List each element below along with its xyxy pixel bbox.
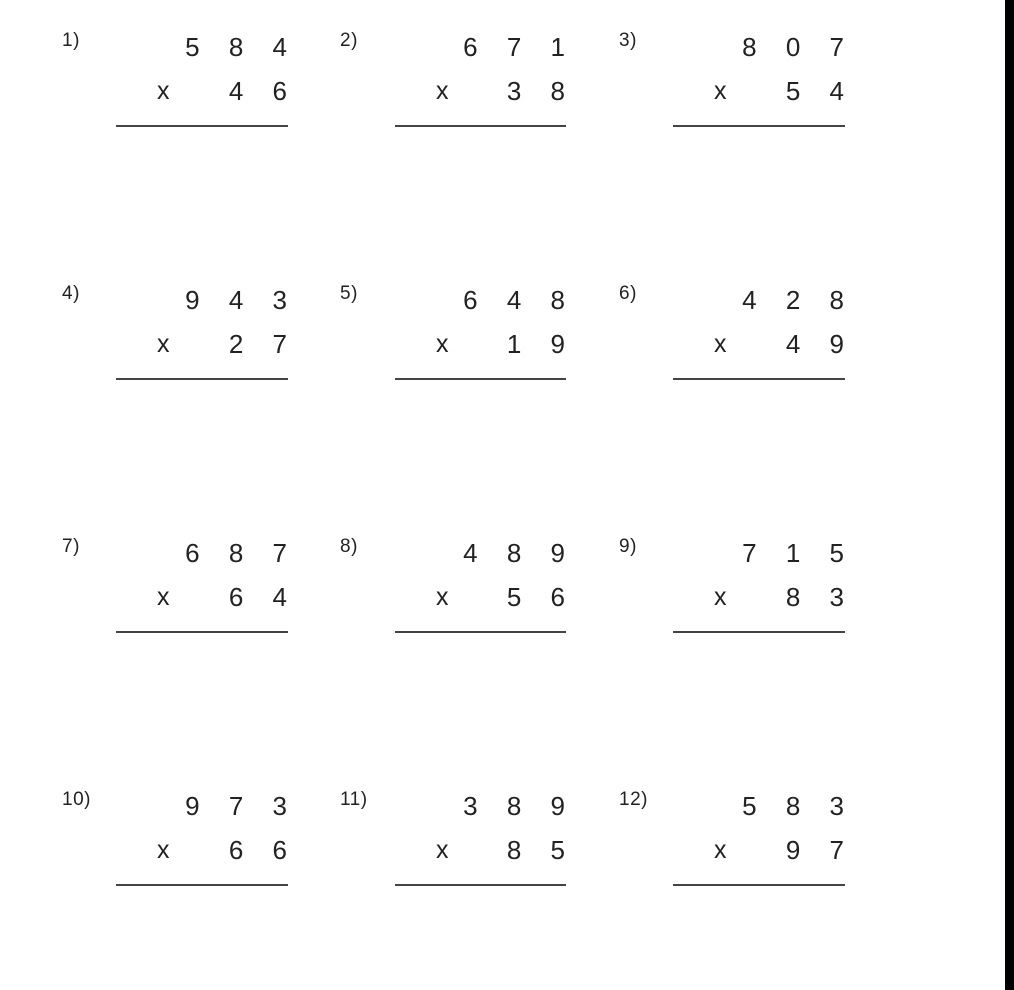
times-sign: x	[714, 77, 727, 105]
answer-line	[116, 631, 288, 633]
multiplicand: 6 4 8	[463, 285, 576, 315]
answer-line	[395, 884, 566, 886]
problem-3	[619, 30, 859, 130]
times-sign: x	[157, 836, 170, 864]
multiplicand: 4 8 9	[463, 538, 576, 568]
multiplicand: 3 8 9	[463, 791, 576, 821]
multiplicand: 9 7 3	[185, 791, 298, 821]
answer-line	[673, 378, 845, 380]
multiplier: 5 6	[506, 582, 576, 612]
times-sign: x	[157, 583, 170, 611]
problem-5	[340, 283, 580, 383]
multiplier: 8 5	[506, 835, 576, 865]
problem-12	[619, 789, 859, 889]
multiplier: 1 9	[506, 329, 576, 359]
answer-line	[395, 378, 566, 380]
page-edge	[1005, 0, 1014, 990]
problem-4	[62, 283, 302, 383]
answer-line	[673, 631, 845, 633]
multiplier: 4 9	[785, 329, 855, 359]
times-sign: x	[436, 836, 449, 864]
problem-10	[62, 789, 302, 889]
multiplicand: 6 7 1	[463, 32, 576, 62]
multiplier: 6 6	[228, 835, 298, 865]
answer-line	[116, 378, 288, 380]
problem-11	[340, 789, 580, 889]
problem-number: 11)	[340, 789, 368, 810]
answer-line	[673, 125, 845, 127]
problem-number: 10)	[62, 789, 91, 810]
problem-number: 5)	[340, 283, 358, 304]
times-sign: x	[436, 583, 449, 611]
multiplier: 4 6	[228, 76, 298, 106]
times-sign: x	[436, 330, 449, 358]
problem-number: 8)	[340, 536, 358, 557]
problem-number: 9)	[619, 536, 637, 557]
problem-number: 4)	[62, 283, 80, 304]
times-sign: x	[157, 77, 170, 105]
times-sign: x	[436, 77, 449, 105]
multiplier: 2 7	[228, 329, 298, 359]
answer-line	[395, 631, 566, 633]
times-sign: x	[157, 330, 170, 358]
multiplier: 6 4	[228, 582, 298, 612]
multiplier: 8 3	[785, 582, 855, 612]
multiplicand: 8 0 7	[742, 32, 855, 62]
times-sign: x	[714, 330, 727, 358]
answer-line	[395, 125, 566, 127]
problem-number: 7)	[62, 536, 80, 557]
problem-number: 2)	[340, 30, 358, 51]
answer-line	[116, 884, 288, 886]
multiplicand: 7 1 5	[742, 538, 855, 568]
problem-number: 1)	[62, 30, 80, 51]
problem-number: 6)	[619, 283, 637, 304]
problem-number: 12)	[619, 789, 648, 810]
multiplier: 3 8	[506, 76, 576, 106]
multiplier: 5 4	[785, 76, 855, 106]
multiplicand: 5 8 4	[185, 32, 298, 62]
problem-9	[619, 536, 859, 636]
problem-8	[340, 536, 580, 636]
problem-6	[619, 283, 859, 383]
problem-number: 3)	[619, 30, 637, 51]
multiplicand: 6 8 7	[185, 538, 298, 568]
answer-line	[673, 884, 845, 886]
problem-2	[340, 30, 580, 130]
multiplicand: 9 4 3	[185, 285, 298, 315]
times-sign: x	[714, 583, 727, 611]
answer-line	[116, 125, 288, 127]
multiplicand: 4 2 8	[742, 285, 855, 315]
times-sign: x	[714, 836, 727, 864]
problem-1	[62, 30, 302, 130]
problem-7	[62, 536, 302, 636]
multiplier: 9 7	[785, 835, 855, 865]
multiplicand: 5 8 3	[742, 791, 855, 821]
